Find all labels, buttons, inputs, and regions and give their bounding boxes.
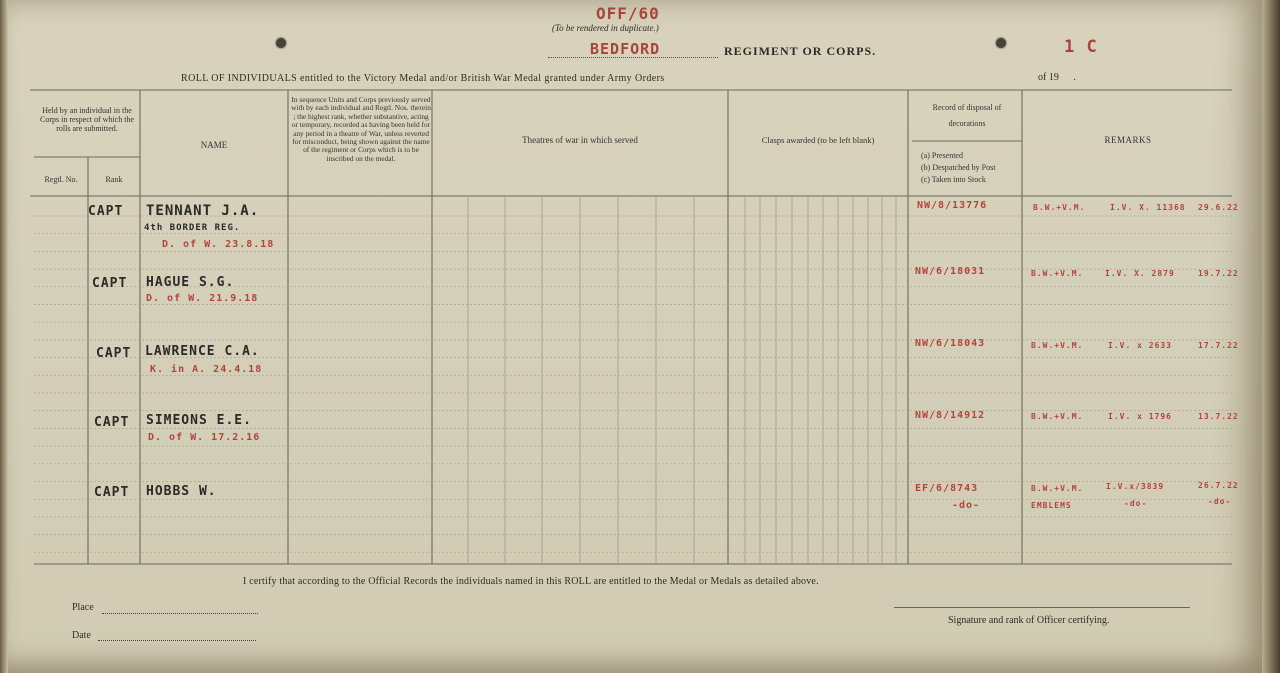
date-cell: 13.7.22 (1198, 412, 1239, 421)
casualty-note: K. in A. 24.4.18 (150, 364, 263, 375)
rank-cell: CAPT (94, 485, 130, 500)
disposal-cell: NW/6/18043 (915, 338, 986, 349)
reference-cell: I.V. X. 2879 (1105, 269, 1175, 278)
date-cell: 19.7.22 (1198, 269, 1239, 278)
signature-line (894, 607, 1190, 608)
emblems-cell: EMBLEMS (1031, 501, 1072, 510)
certification-text: I certify that according to the Official Records the individuals named in this ROLL are entitled to the Medal or Medals as detailed above. (243, 576, 819, 587)
date-line (98, 640, 256, 641)
rank-cell: CAPT (92, 276, 128, 291)
held-by-header: Held by an individual in the Corps in respect of which the rolls are submitted. (40, 106, 134, 133)
clasps-header: Clasps awarded (to be left blank) (761, 135, 875, 145)
roll-title: ROLL OF INDIVIDUALS entitled to the Victory Medal and/or British War Medal granted under Army Orders (181, 73, 665, 84)
medals-cell: B.W.+V.M. (1031, 341, 1084, 350)
disposal-cell: NW/8/13776 (917, 200, 988, 211)
name-cell: TENNANT J.A. (146, 203, 260, 219)
regiment-label: REGIMENT OR CORPS. (724, 44, 877, 58)
remarks-header: REMARKS (1104, 135, 1152, 145)
place-line (102, 613, 258, 614)
disposal-cell: NW/6/18031 (915, 266, 986, 277)
disposal-ditto: -do- (952, 500, 981, 511)
place-label: Place (72, 602, 94, 613)
rank-cell: CAPT (88, 204, 124, 219)
corps-name: BEDFORD (590, 40, 661, 58)
rank-header: Rank (105, 175, 123, 184)
reference-cell: I.V. x 1796 (1108, 412, 1172, 421)
medals-cell: B.W.+V.M. (1031, 484, 1084, 493)
disposal-cell: NW/8/14912 (915, 410, 986, 421)
regtl-no-header: Regtl. No. (44, 175, 78, 184)
of-year-text: of 19 (1038, 72, 1059, 83)
page-edge (1262, 0, 1280, 673)
rank-cell: CAPT (94, 415, 130, 430)
form-number: OFF/60 (596, 4, 660, 23)
disposal-b: (b) Despatched by Post (921, 163, 996, 172)
units-header: In sequence Units and Corps previously served with by each individual and Regtl. Nos. therein ; the highest rank, whether substantive, acting or temporary, recorded as having been held for any period in a theatre of War, unless reverted for misconduct, being shown against the name of the regiment or Corps which is to be inscribed on the medal. (291, 95, 431, 163)
casualty-note: D. of W. 17.2.16 (148, 432, 261, 443)
name-cell: SIMEONS E.E. (146, 413, 252, 428)
year-suffix: . (1073, 72, 1076, 83)
reference-cell: I.V.x/3839 (1106, 482, 1165, 491)
disposal-a: (a) Presented (921, 151, 963, 160)
reference-ditto: -do- (1124, 499, 1148, 508)
name-header: NAME (200, 140, 228, 150)
medals-cell: B.W.+V.M. (1031, 412, 1084, 421)
name-cell: HOBBS W. (146, 484, 217, 499)
duplicate-note: (To be rendered in duplicate.) (552, 23, 659, 33)
date-label: Date (72, 630, 91, 641)
disposal-cell: EF/6/8743 (915, 483, 979, 494)
casualty-note: D. of W. 21.9.18 (146, 293, 259, 304)
unit-cell: 4th BORDER REG. (144, 223, 241, 233)
date-cell: 17.7.22 (1198, 341, 1239, 350)
reference-cell: I.V. x 2633 (1108, 341, 1172, 350)
medals-cell: B.W.+V.M. (1031, 269, 1084, 278)
name-cell: HAGUE S.G. (146, 275, 235, 290)
disposal-header: Record of disposal of decorations (932, 103, 1002, 128)
date-ditto: -do- (1208, 497, 1232, 506)
name-cell: LAWRENCE C.A. (145, 344, 260, 359)
sheet-code: 1 C (1064, 37, 1098, 57)
rank-cell: CAPT (96, 346, 132, 361)
date-cell: 29.6.22 (1198, 203, 1239, 212)
disposal-c: (c) Taken into Stock (921, 175, 986, 184)
medals-cell: B.W.+V.M. (1033, 203, 1086, 212)
casualty-note: D. of W. 23.8.18 (162, 239, 275, 250)
theatres-header: Theatres of war in which served (522, 135, 638, 145)
date-cell: 26.7.22 (1198, 481, 1239, 490)
reference-cell: I.V. X. 11368 (1110, 203, 1186, 212)
signature-label: Signature and rank of Officer certifying. (948, 615, 1110, 626)
